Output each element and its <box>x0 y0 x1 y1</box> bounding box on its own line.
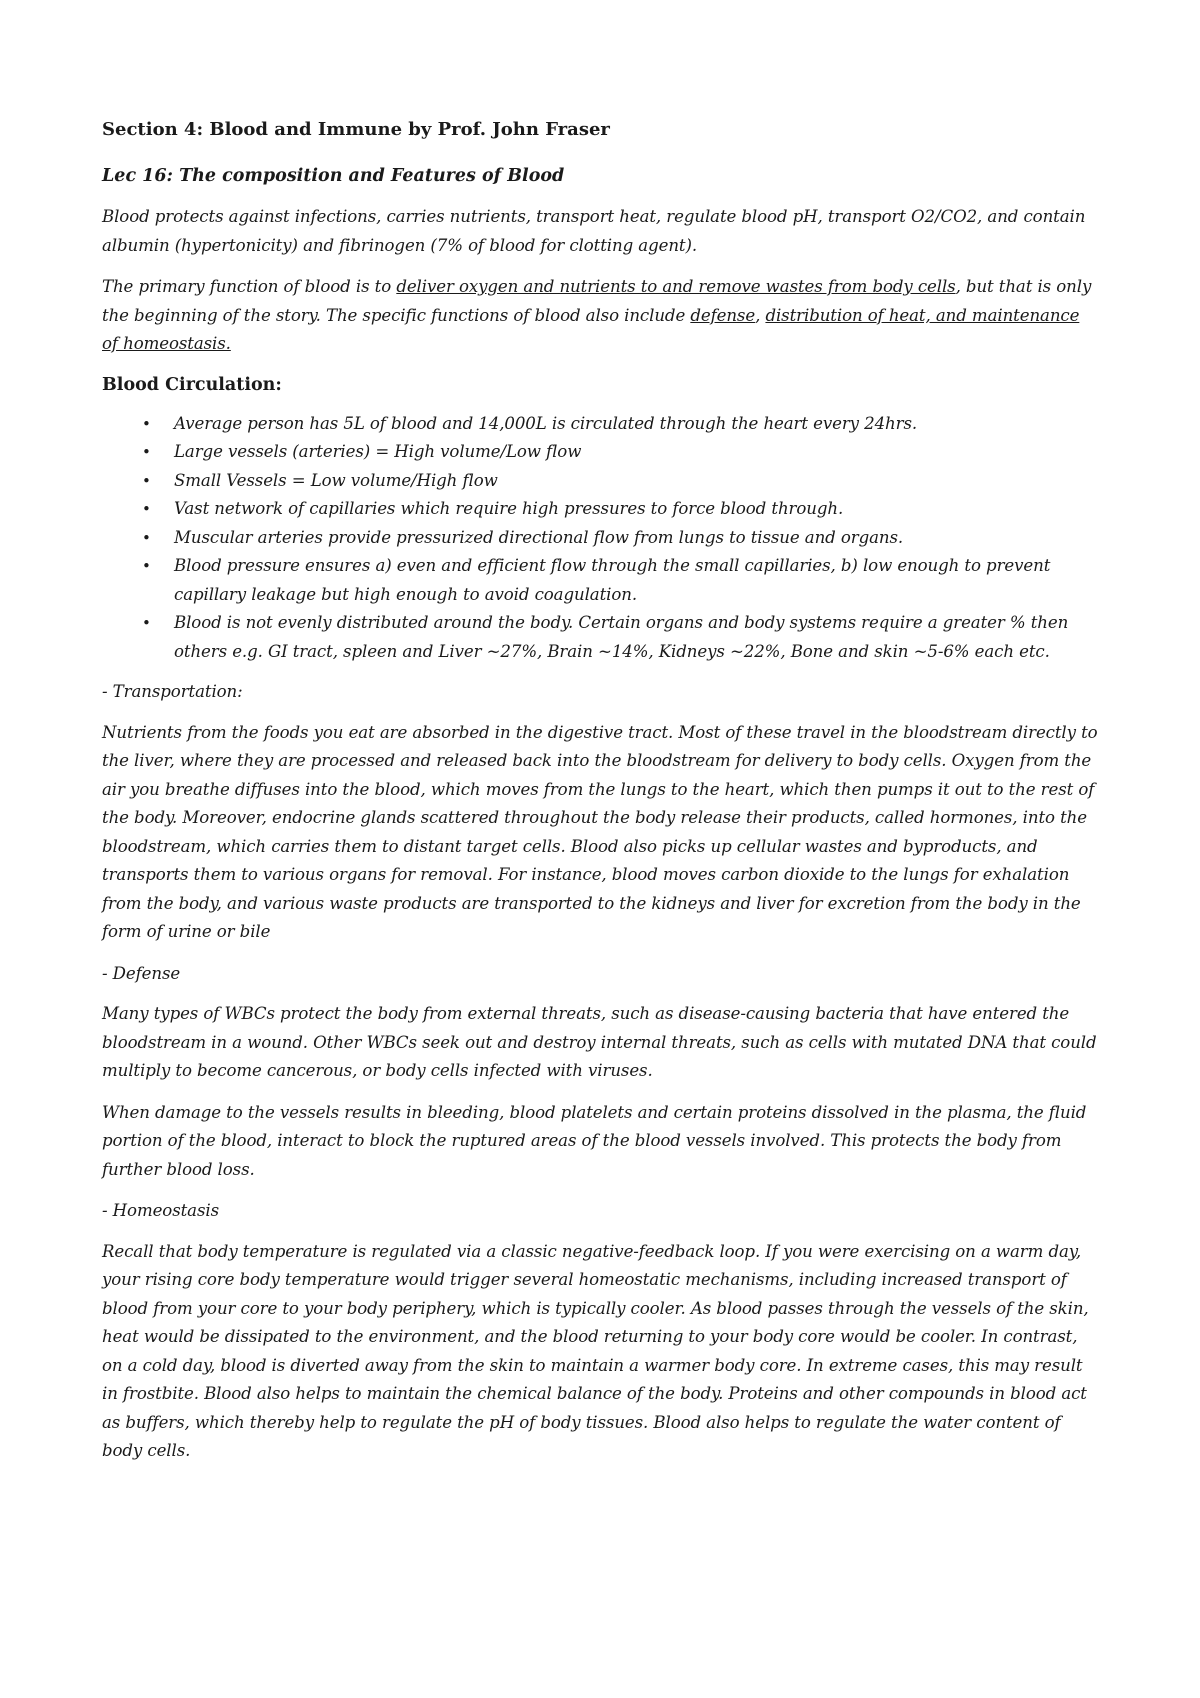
section-title: Section 4: Blood and Immune by Prof. John Fraser <box>102 119 610 140</box>
list-item-text: Small Vessels = Low volume/High flow <box>174 470 498 490</box>
lecture-title: Lec 16: The composition and Features of Blood <box>102 166 565 186</box>
circulation-list <box>102 410 1100 667</box>
bullet-icon: • <box>142 557 151 575</box>
list-item-text: Muscular arteries provide pressurized directional flow from lungs to tissue and organs. <box>174 527 904 547</box>
underlined-text: defense <box>690 305 756 325</box>
transportation-label: - Transportation: <box>102 682 243 701</box>
defense-paragraph: Many types of WBCs protect the body from external threats, such as disease-causing bacteria that have entered the bloodstream in a wound. Other WBCs seek out and destroy internal threats, such as cells with mutated DNA that could multiply to become cancerous, or body cells infected with viruses. <box>102 1004 1097 1080</box>
homeostasis-paragraph: Recall that body temperature is regulated via a classic negative-feedback loop. If you were exercising on a warm day, your rising core body temperature would trigger several homeostatic mechanisms, including increased transport of blood from your core to your body periphery, which is typically cooler. As blood passes through the vessels of the skin, heat would be dissipated to the environment, and the blood returning to your body core would be cooler. In contrast, on a cold day, blood is diverted away from the skin to maintain a warmer body core. In extreme cases, this may result in frostbite. Blood also helps to maintain the chemical balance of the body. Proteins and other compounds in blood act as buffers, which thereby help to regulate the pH of body tissues. Blood also helps to regulate the water content of body cells. <box>102 1241 1089 1460</box>
bullet-icon: • <box>142 414 151 433</box>
transportation-paragraph: Nutrients from the foods you eat are absorbed in the digestive tract. Most of these travel in the bloodstream directly to the liver, where they are processed and released back into the bloodstream for delivery to body cells. Oxygen from the air you breathe diffuses into the blood, which moves from the lungs to the heart, which then pumps it out to the rest of the body. Moreover, endocrine glands scattered throughout the body release their products, called hormones, into the bloodstream, which carries them to distant target cells. Blood also picks up cellular wastes and byproducts, and transports them to various organs for removal. For instance, blood moves carbon dioxide to the lungs for exhalation from the body, and various waste products are transported to the kidneys and liver for excretion from the body in the form of urine or bile <box>102 722 1098 941</box>
text-run: , but that is only the beginning of the story. The specific functions of blood also include <box>102 277 1092 325</box>
list-item <box>142 438 1100 467</box>
bleeding-paragraph: When damage to the vessels results in bleeding, blood platelets and certain proteins dissolved in the plasma, the fluid portion of the blood, interact to block the ruptured areas of the blood vessels involved. This protects the body from further blood loss. <box>102 1102 1087 1179</box>
bullet-icon: • <box>142 443 151 461</box>
bullet-icon: • <box>142 528 151 547</box>
underlined-text: deliver oxygen and nutrients to and remove wastes from body cells <box>396 277 956 296</box>
bullet-icon: • <box>142 614 151 632</box>
underlined-text: distribution of heat, and maintenance of homeostasis. <box>102 305 1080 353</box>
bullet-icon: • <box>142 471 151 490</box>
list-item <box>142 467 1100 496</box>
blood-circulation-heading: Blood Circulation: <box>102 374 282 395</box>
list-item-text: Blood is not evenly distributed around the body. Certain organs and body systems require a greater % then others e.g. GI tract, spleen and Liver ~27%, Brain ~14%, Kidneys ~22%, Bone and skin ~5-6% each etc. <box>174 613 1069 661</box>
list-item-text: Large vessels (arteries) = High volume/Low flow <box>174 442 582 461</box>
text-run: The primary function of blood is to <box>102 277 397 296</box>
list-item <box>142 552 1100 609</box>
list-item <box>142 609 1100 666</box>
bullet-icon: • <box>142 500 151 518</box>
list-item-text: Blood pressure ensures a) even and efficient flow through the small capillaries, b) low enough to prevent capillary leakage but high enough to avoid coagulation. <box>174 556 1051 604</box>
list-item-text: Average person has 5L of blood and 14,000L is circulated through the heart every 24hrs. <box>174 413 918 433</box>
text-run: , <box>755 305 766 325</box>
list-item <box>142 410 1100 439</box>
homeostasis-label: - Homeostasis <box>102 1201 220 1220</box>
primary-function-paragraph <box>102 273 1100 359</box>
list-item <box>142 495 1100 524</box>
list-item-text: Vast network of capillaries which require high pressures to force blood through. <box>174 499 844 518</box>
intro-paragraph: Blood protects against infections, carries nutrients, transport heat, regulate blood pH, transport O2/CO2, and contain albumin (hypertonicity) and fibrinogen (7% of blood for clotting agent). <box>102 207 1086 255</box>
defense-label: - Defense <box>102 963 181 983</box>
list-item <box>142 524 1100 553</box>
